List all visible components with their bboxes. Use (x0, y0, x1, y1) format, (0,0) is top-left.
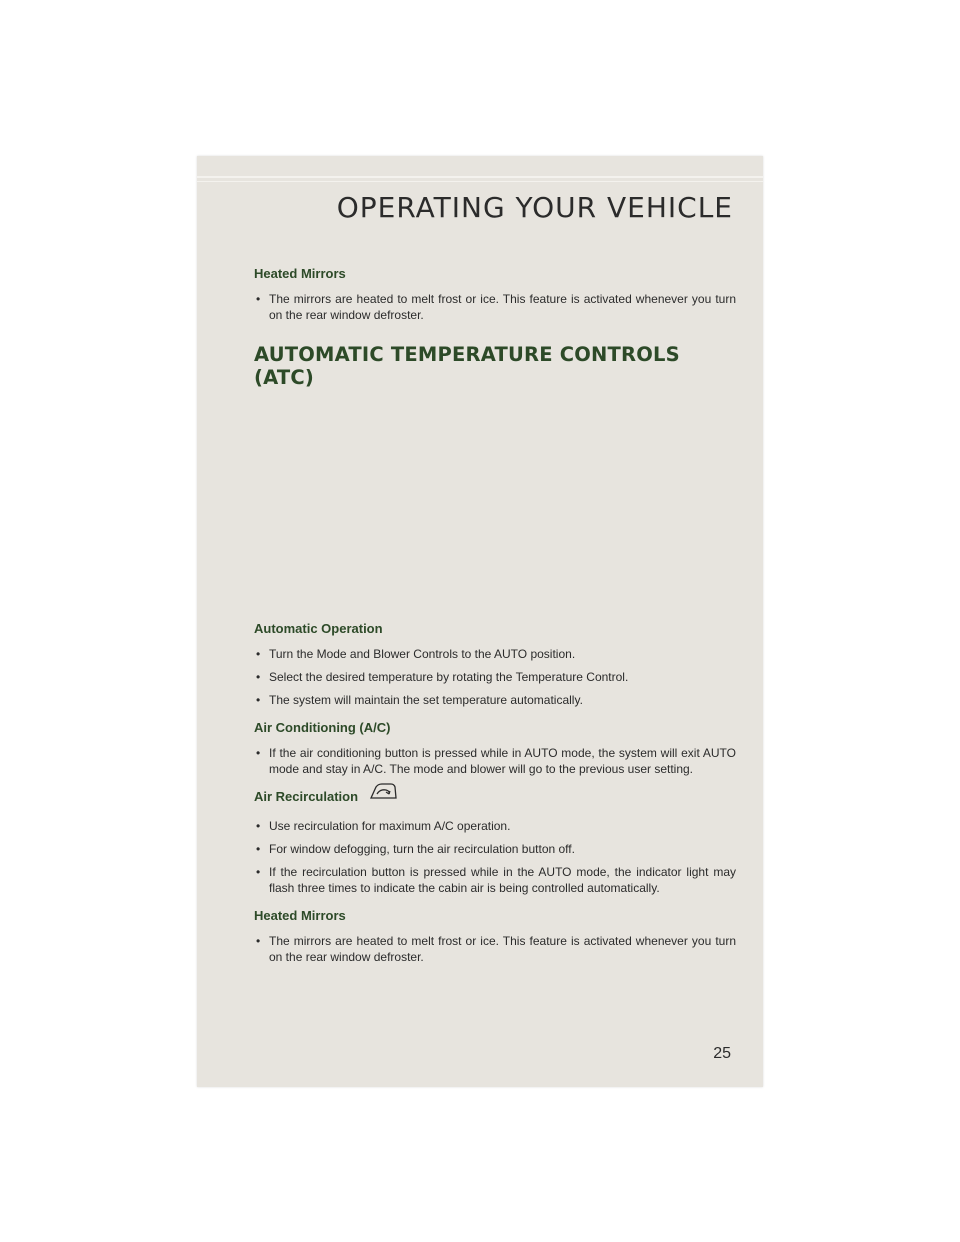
list-item: • If the recirculation button is pressed while in the AUTO mode, the indicator light may flash three times to indicate the cabin air is being controlled automatically. (254, 864, 736, 896)
bullet-list (254, 933, 736, 965)
list-item: • Turn the Mode and Blower Controls to the AUTO position. (254, 646, 736, 662)
list-item: • The system will maintain the set temperature automatically. (254, 692, 736, 708)
list-item: • The mirrors are heated to melt frost or ice. This feature is activated whenever you turn on the rear window defroster. (254, 291, 736, 323)
section-header: OPERATING YOUR VEHICLE (336, 191, 733, 224)
header-rule (197, 181, 763, 182)
heading-air-recirculation-row (254, 787, 736, 808)
recirculation-icon (368, 783, 398, 804)
heading-atc: AUTOMATIC TEMPERATURE CONTROLS (ATC) (254, 343, 680, 389)
heading-automatic-operation: Automatic Operation (254, 621, 383, 636)
list-item: • For window defogging, turn the air recirculation button off. (254, 841, 736, 857)
list-item: • If the air conditioning button is pressed while in AUTO mode, the system will exit AUTO mode and stay in A/C. The mode and blower will go to the previous user setting. (254, 745, 736, 777)
header-rule-top (197, 176, 763, 178)
heading-heated-mirrors: Heated Mirrors (254, 266, 346, 281)
list-item: • Use recirculation for maximum A/C operation. (254, 818, 736, 834)
bullet-list (254, 818, 736, 896)
content (254, 266, 736, 972)
heading-air-conditioning: Air Conditioning (A/C) (254, 720, 391, 735)
manual-page (197, 156, 763, 1087)
list-item: • The mirrors are heated to melt frost or ice. This feature is activated whenever you turn on the rear window defroster. (254, 933, 736, 965)
page-number: 25 (713, 1045, 731, 1062)
list-item: • Select the desired temperature by rotating the Temperature Control. (254, 669, 736, 685)
bullet-list (254, 291, 736, 323)
bullet-list (254, 745, 736, 777)
illustration-area (254, 389, 736, 621)
heading-air-recirculation: Air Recirculation (254, 788, 359, 804)
heading-heated-mirrors: Heated Mirrors (254, 908, 346, 923)
bullet-list (254, 646, 736, 708)
